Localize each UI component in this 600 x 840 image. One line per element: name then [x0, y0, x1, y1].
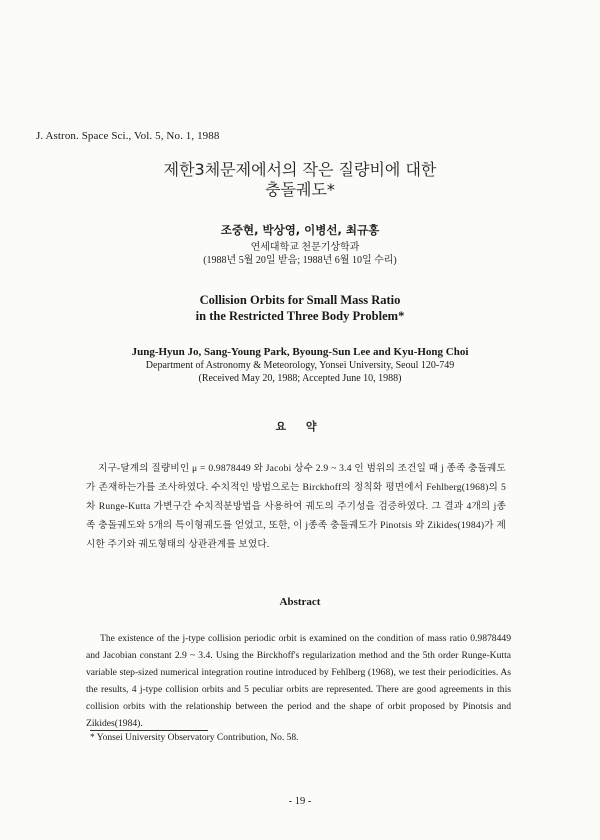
korean-title-line1: 제한3체문제에서의 작은 질량비에 대한	[163, 160, 437, 179]
abstract-heading: Abstract	[279, 596, 321, 608]
korean-abstract-heading: 요 약	[275, 420, 325, 433]
journal-citation: J. Astron. Space Sci., Vol. 5, No. 1, 1988	[36, 130, 220, 142]
english-title-line2: in the Restricted Three Body Problem*	[195, 309, 405, 323]
korean-title	[0, 160, 600, 200]
english-title	[0, 292, 600, 324]
page-number: - 19 -	[288, 796, 312, 807]
footnote: * Yonsei University Observatory Contribution, No. 58.	[90, 733, 299, 743]
korean-affiliation: 연세대학교 천문기상학과	[250, 242, 360, 253]
korean-title-line2: 충돌궤도*	[265, 180, 335, 199]
footnote-divider	[90, 730, 208, 731]
english-title-line1: Collision Orbits for Small Mass Ratio	[199, 293, 401, 307]
english-affiliation: Department of Astronomy & Meteorology, Yonsei University, Seoul 120-749	[145, 360, 455, 371]
korean-authors: 조중현, 박상영, 이병선, 최규홍	[220, 223, 380, 237]
english-dates: (Received May 20, 1988; Accepted June 10, 1988)	[198, 373, 402, 384]
korean-dates: (1988년 5월 20일 받음; 1988년 6월 10일 수리)	[203, 255, 397, 266]
abstract-text: The existence of the j-type collision periodic orbit is examined on the condition of mass ratio 0.9878449 and Jacobian constant 2.9 ~ 3.4. Using the Birckhoff's regularization method and the 5th order Runge-Kutta variable step-sized numerical integration routine introduced by Fehlberg (1968), we test their periodicities. As the results, 4 j-type collision orbits and 5 peculiar orbits are represented. There are good agreements in this collision orbits with the relationship between the period and the shape of orbit proposed by Pinotsis and Zikides(1984).	[86, 633, 511, 729]
korean-abstract-text: 지구-달계의 질량비인 μ = 0.9878449 와 Jacobi 상수 2.9 ~ 3.4 인 범위의 조건일 때 j 종족 충돌궤도가 존재하는가를 조사하였다. 수치적인 방법으로는 Birckhoff의 정칙화 평면에서 Fehlberg(1968)의 5차 Runge-Kutta 가변구간 수치적분방법을 사용하여 궤도의 주기성을 검증하였다. 그 결과 4개의 j종족 충돌궤도와 5개의 특이형궤도를 얻었고, 또한, 이 j종족 충돌궤도가 Pinotsis 와 Zikides(1984)가 제시한 주기와 궤도형태의 상관관계를 보였다.	[86, 463, 506, 550]
english-authors: Jung-Hyun Jo, Sang-Young Park, Byoung-Sun Lee and Kyu-Hong Choi	[131, 346, 469, 358]
